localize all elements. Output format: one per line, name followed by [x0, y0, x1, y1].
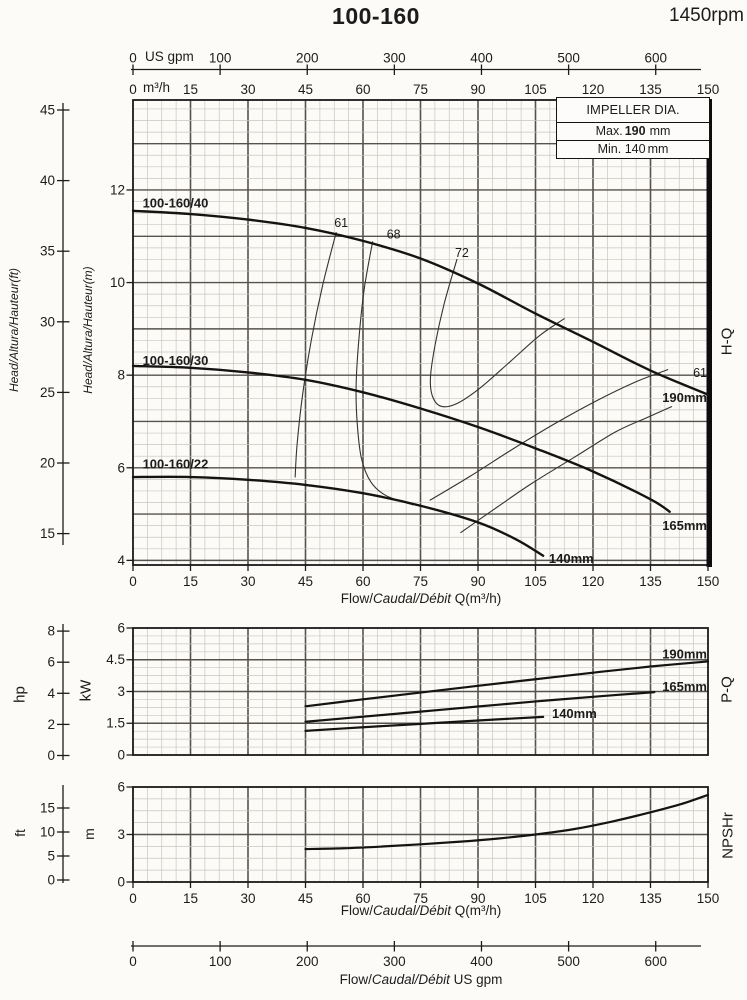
impeller-dia-header: IMPELLER DIA. [557, 98, 709, 123]
q-tick-label: 60 [355, 574, 371, 589]
npsh-ft-tick-label: 10 [39, 824, 55, 840]
efficiency-label-61: 61 [334, 216, 349, 231]
npsh-q-tick-label: 60 [355, 891, 371, 906]
efficiency-contour-72 [430, 259, 564, 406]
head-ft-axis-title: Head/Altura/Hauteur(ft) [7, 267, 21, 393]
gpm-bottom-tick-label: 100 [208, 954, 232, 969]
hp-axis-title: hp [11, 686, 29, 703]
kw-tick-label: 4.5 [106, 652, 125, 668]
ft-tick-label: 15 [39, 526, 55, 542]
npshr-chart [40, 780, 719, 906]
m-tick-label: 4 [117, 552, 125, 568]
hq-curve-label: 100-160/22 [142, 456, 209, 472]
kw-tick-label: 0 [117, 747, 125, 763]
gpm-bottom-tick-label: 600 [644, 954, 667, 969]
npsh-q-tick-label: 90 [470, 891, 486, 906]
m3h-tick-label: 135 [639, 82, 662, 97]
q-tick-label: 105 [524, 574, 547, 589]
npsh-ft-tick-label: 0 [47, 872, 55, 888]
hp-tick-label: 2 [47, 716, 55, 732]
pq-chart [47, 620, 708, 763]
impeller-max-value: 190 [624, 124, 646, 138]
gpm-tick-label: 600 [644, 50, 667, 66]
gpm-bottom-tick-label: 500 [557, 954, 580, 969]
ft-tick-label: 45 [39, 102, 55, 118]
gpm-tick-label: 0 [129, 50, 137, 66]
usgpm-top-axis [129, 51, 701, 76]
q-tick-label: 120 [581, 574, 605, 589]
npsh-ft-tick-label: 15 [39, 800, 55, 816]
m3h-tick-label: 150 [696, 82, 720, 97]
gpm-tick-label: 500 [557, 50, 580, 66]
q-tick-label: 15 [182, 574, 199, 589]
hq-chart-label: H-Q [718, 327, 736, 356]
ft-tick-label: 30 [39, 314, 55, 330]
impeller-dia-table [556, 97, 710, 159]
hq-x-axis-caption: Flow/Caudal/Débit Q(m³/h) [340, 591, 502, 606]
pq-chart-label: P-Q [718, 676, 736, 703]
q-tick-label: 30 [240, 574, 256, 589]
q-tick-label: 0 [129, 574, 137, 589]
efficiency-label-68: 68 [386, 227, 401, 242]
gpm-bottom-tick-label: 0 [129, 954, 137, 969]
q-tick-label: 135 [639, 574, 662, 589]
npsh-q-tick-label: 150 [696, 891, 720, 906]
impeller-max-row [557, 123, 709, 141]
gpm-tick-label: 100 [208, 50, 232, 66]
npsh-m-tick-label: 0 [117, 874, 125, 890]
hq-curve-label: 165mm [662, 517, 707, 533]
gpm-bottom-tick-label: 400 [470, 954, 493, 969]
impeller-min-unit: mm [647, 142, 669, 156]
ft-tick-label: 35 [39, 243, 55, 259]
m3h-tick-label: 105 [524, 82, 547, 97]
hp-tick-label: 4 [47, 685, 55, 701]
q-tick-label: 45 [297, 574, 314, 589]
gpm-tick-label: 300 [383, 50, 406, 66]
pq-curve-165mm [305, 692, 654, 722]
kw-axis-title: kW [77, 679, 95, 702]
hq-curve-label: 140mm [548, 551, 594, 567]
q-tick-label: 75 [412, 574, 429, 589]
m3h-tick-label: 15 [182, 82, 199, 97]
usgpm-unit-label: US gpm [145, 49, 194, 64]
hq-curve-label: 190mm [662, 390, 707, 406]
ft-tick-label: 40 [39, 173, 55, 189]
m-tick-label: 6 [117, 460, 125, 476]
m-tick-label: 8 [117, 367, 125, 383]
m3h-tick-label: 0 [129, 82, 137, 97]
pq-curve-label: 190mm [662, 646, 707, 662]
m-tick-label: 12 [109, 182, 125, 198]
gpm-bottom-tick-label: 200 [295, 954, 319, 969]
m3h-tick-label: 60 [355, 82, 371, 97]
kw-tick-label: 3 [117, 683, 125, 699]
q-tick-label: 90 [470, 574, 486, 589]
kw-tick-label: 1.5 [106, 715, 125, 731]
efficiency-label-61: 61 [693, 366, 707, 381]
impeller-min-label: Min. [597, 142, 622, 156]
npsh-q-tick-label: 75 [412, 891, 429, 906]
npsh-q-tick-label: 105 [524, 891, 547, 906]
npsh-ft-axis-title: ft [12, 829, 28, 837]
m-tick-label: 10 [109, 275, 125, 291]
impeller-max-label: Max. [595, 124, 623, 138]
m3h-tick-label: 90 [470, 82, 486, 97]
npsh-q-tick-label: 30 [240, 891, 256, 906]
gpm-tick-label: 200 [295, 50, 319, 66]
usgpm-bottom-axis [129, 941, 701, 969]
m3h-tick-label: 75 [412, 82, 429, 97]
rpm-label: 1450rpm [669, 5, 744, 26]
m3h-tick-label: 45 [297, 82, 314, 97]
hp-tick-label: 0 [47, 748, 55, 763]
efficiency-label-72: 72 [454, 246, 469, 261]
efficiency-contour-61 [430, 370, 668, 501]
npsh-q-tick-label: 0 [129, 891, 137, 906]
gpm-tick-label: 400 [470, 50, 493, 66]
m3h-tick-label: 120 [581, 82, 605, 97]
impeller-min-row [557, 141, 709, 158]
ft-tick-label: 20 [39, 455, 55, 471]
impeller-min-value: 140 [624, 142, 646, 156]
npsh-q-tick-label: 120 [581, 891, 605, 906]
pq-curve-label: 165mm [662, 678, 707, 694]
npsh-m-tick-label: 3 [117, 827, 125, 843]
npshr-x-axis-caption: Flow/Caudal/Débit Q(m³/h) [340, 903, 502, 918]
m3h-tick-label: 30 [240, 82, 256, 97]
impeller-max-unit: mm [649, 124, 671, 138]
hq-curve-165mm [133, 366, 670, 512]
efficiency-contour-61 [295, 233, 336, 477]
hq-curve-140mm [133, 477, 543, 556]
npsh-ft-tick-label: 5 [47, 848, 55, 864]
efficiency-contour-68 [356, 242, 413, 505]
kw-tick-label: 6 [117, 620, 125, 636]
pq-curve-label: 140mm [551, 705, 597, 721]
m3h-unit-label: m³/h [143, 80, 170, 95]
hp-tick-label: 8 [47, 623, 55, 639]
npsh-q-tick-label: 15 [182, 891, 199, 906]
q-tick-label: 150 [696, 574, 720, 589]
npsh-m-axis-title: m [81, 828, 97, 840]
hp-tick-label: 6 [47, 654, 55, 670]
page-title: 100-160 [332, 3, 420, 29]
hq-curve-label: 100-160/30 [142, 352, 209, 368]
usgpm-x-axis-caption: Flow/Caudal/Débit US gpm [339, 972, 503, 987]
ft-tick-label: 25 [39, 384, 55, 400]
npsh-q-tick-label: 45 [297, 891, 314, 906]
npsh-q-tick-label: 135 [639, 891, 662, 906]
head-m-axis-title: Head/Altura/Hauteur(m) [81, 266, 95, 394]
npsh-m-tick-label: 6 [117, 779, 125, 795]
npshr-chart-label: NPSHr [719, 812, 737, 859]
hq-curve-label: 100-160/40 [142, 195, 209, 211]
gpm-bottom-tick-label: 300 [383, 954, 406, 969]
